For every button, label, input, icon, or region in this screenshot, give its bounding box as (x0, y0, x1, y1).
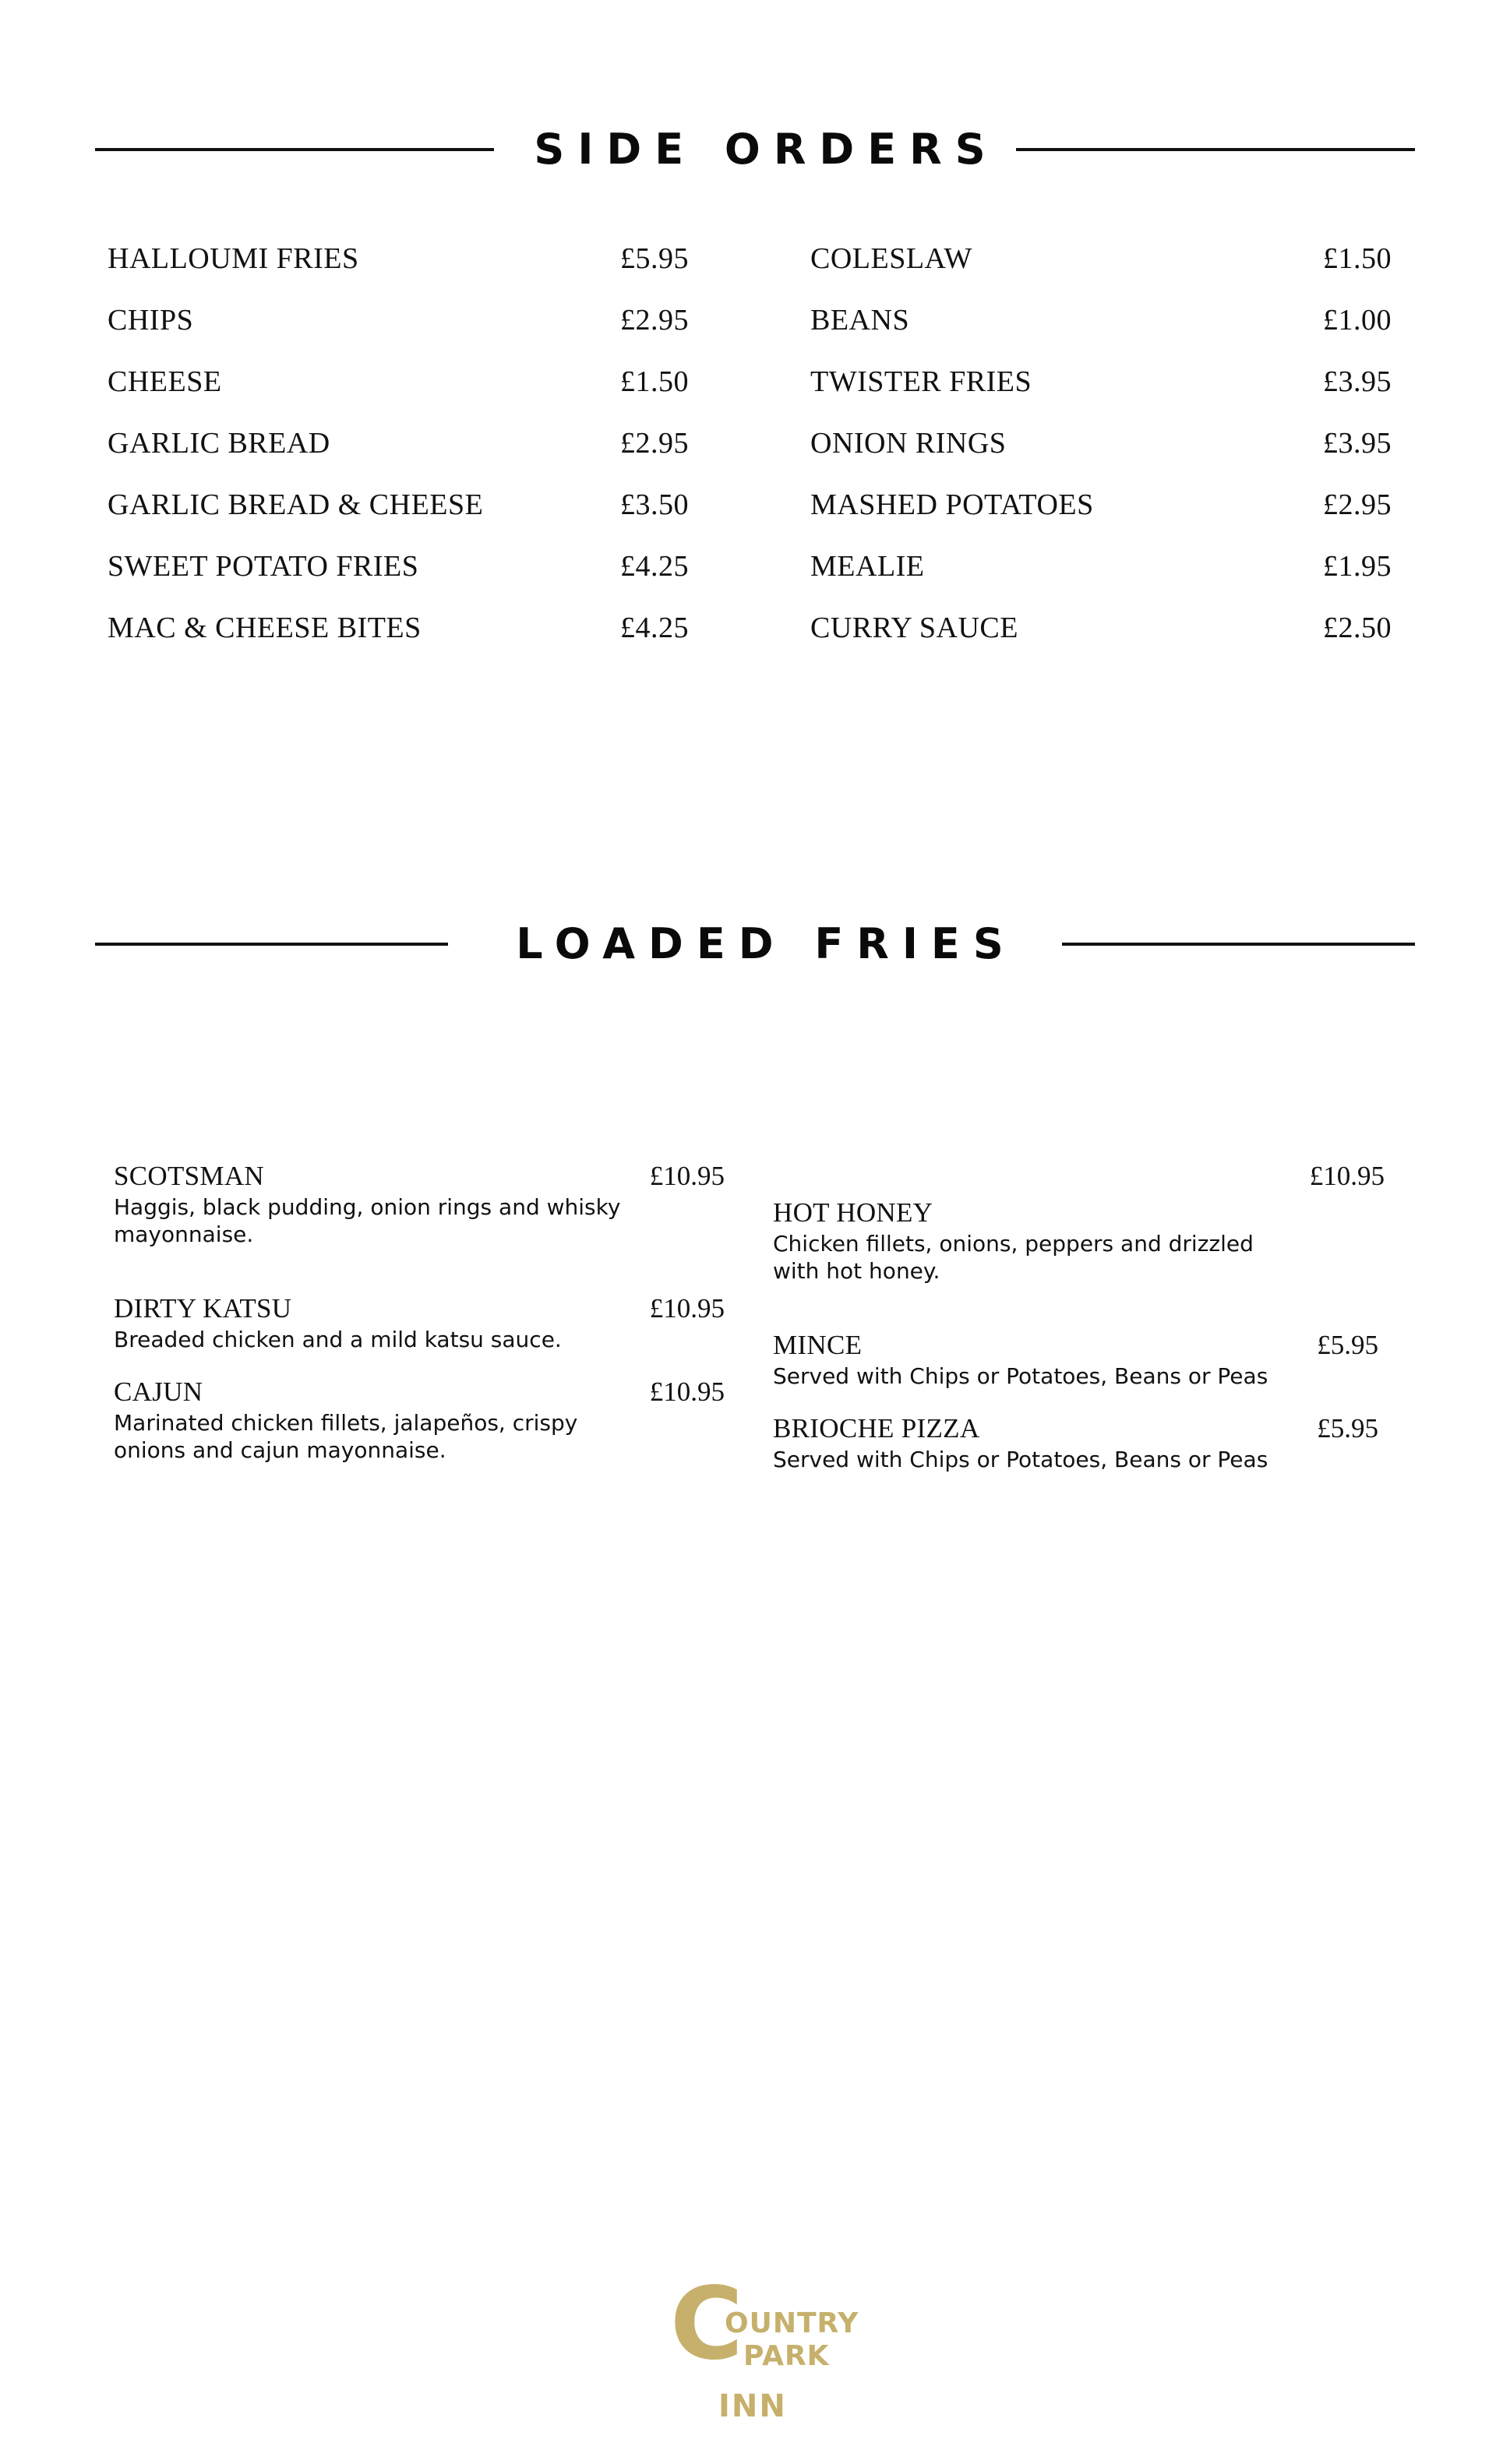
item-price: £1.00 (1323, 304, 1392, 337)
item-name: SWEET POTATO FRIES (108, 550, 419, 583)
side-orders-heading-row (95, 125, 1415, 174)
item-name: GARLIC BREAD & CHEESE (108, 488, 484, 521)
item-description: Served with Chips or Potatoes, Beans or Peas (773, 1447, 1268, 1472)
item-name: CHEESE (108, 365, 222, 398)
heading-rule-right (1016, 148, 1415, 151)
item-price: £2.95 (1323, 488, 1392, 521)
item-name: TWISTER FRIES (810, 365, 1032, 398)
item-name: SCOTSMAN (114, 1161, 265, 1191)
loaded-fries-title: LOADED FRIES (516, 919, 1017, 968)
menu-item (114, 1293, 725, 1353)
side-orders-title: SIDE ORDERS (534, 125, 999, 174)
item-name: COLESLAW (810, 242, 972, 275)
menu-item (108, 611, 689, 672)
menu-item (114, 1161, 725, 1248)
menu-item (810, 365, 1392, 426)
loaded-fries-heading-row (95, 919, 1415, 968)
menu-item (108, 303, 689, 365)
menu-item (108, 365, 689, 426)
item-price: £10.95 (649, 1161, 725, 1191)
menu-item (114, 1377, 725, 1464)
item-price: £2.50 (1323, 612, 1392, 644)
item-price: £2.95 (620, 427, 689, 460)
item-price: £3.95 (1323, 427, 1392, 460)
item-name: ONION RINGS (810, 427, 1007, 460)
loaded-fries-right-column (773, 1161, 1385, 1473)
item-price: £4.25 (620, 612, 689, 644)
heading-rule-left (95, 148, 494, 151)
menu-item (773, 1161, 1385, 1285)
item-name: GARLIC BREAD (108, 427, 330, 460)
menu-item (810, 241, 1392, 303)
logo-letter-c: C (670, 2266, 743, 2382)
item-name: MASHED POTATOES (810, 488, 1094, 521)
item-price: £3.50 (620, 488, 689, 521)
item-name: HOT HONEY (773, 1197, 933, 1228)
item-price: £10.95 (649, 1293, 725, 1324)
item-price: £2.95 (620, 304, 689, 337)
item-name: MAC & CHEESE BITES (108, 612, 422, 644)
item-price: £10.95 (1309, 1161, 1385, 1191)
menu-item (810, 549, 1392, 611)
menu-item (810, 611, 1392, 672)
item-price: £10.95 (649, 1377, 725, 1407)
item-name: BEANS (810, 304, 910, 337)
menu-item (810, 426, 1392, 488)
item-description: Served with Chips or Potatoes, Beans or Peas (773, 1363, 1268, 1389)
item-price: £5.95 (1317, 1413, 1378, 1444)
menu-item (773, 1330, 1385, 1390)
item-price: £1.95 (1323, 550, 1392, 583)
menu-item (810, 488, 1392, 549)
logo-line-park: PARK (743, 2340, 830, 2372)
item-price: £1.50 (620, 365, 689, 398)
logo-line-inn: INN (718, 2388, 787, 2424)
item-description: Haggis, black pudding, onion rings and whisky mayonnaise. (114, 1194, 621, 1247)
side-orders-right-column (810, 241, 1392, 672)
item-name: HALLOUMI FRIES (108, 242, 359, 275)
item-description: Marinated chicken fillets, jalapeños, crispy onions and cajun mayonnaise. (114, 1410, 578, 1463)
logo-line-ountry: OUNTRY (725, 2307, 859, 2339)
item-price: £5.95 (620, 242, 689, 275)
item-name: DIRTY KATSU (114, 1293, 292, 1324)
item-name: MINCE (773, 1330, 863, 1360)
menu-item (773, 1413, 1385, 1473)
heading-rule-right (1062, 943, 1415, 946)
item-name: CURRY SAUCE (810, 612, 1018, 644)
item-description: Breaded chicken and a mild katsu sauce. (114, 1327, 562, 1352)
item-price: £1.50 (1323, 242, 1392, 275)
item-price: £5.95 (1317, 1330, 1378, 1360)
side-orders-left-column (108, 241, 689, 672)
heading-rule-left (95, 943, 448, 946)
item-name: BRIOCHE PIZZA (773, 1413, 980, 1444)
item-name: CHIPS (108, 304, 194, 337)
item-price: £3.95 (1323, 365, 1392, 398)
item-name: CAJUN (114, 1377, 203, 1407)
country-park-inn-logo (670, 2266, 859, 2431)
item-description: Chicken fillets, onions, peppers and drizzled with hot honey. (773, 1231, 1254, 1284)
menu-item (108, 241, 689, 303)
item-price: £4.25 (620, 550, 689, 583)
menu-item (108, 488, 689, 549)
menu-item (108, 549, 689, 611)
loaded-fries-left-column (114, 1161, 725, 1464)
menu-item (108, 426, 689, 488)
item-name: MEALIE (810, 550, 925, 583)
menu-item (810, 303, 1392, 365)
